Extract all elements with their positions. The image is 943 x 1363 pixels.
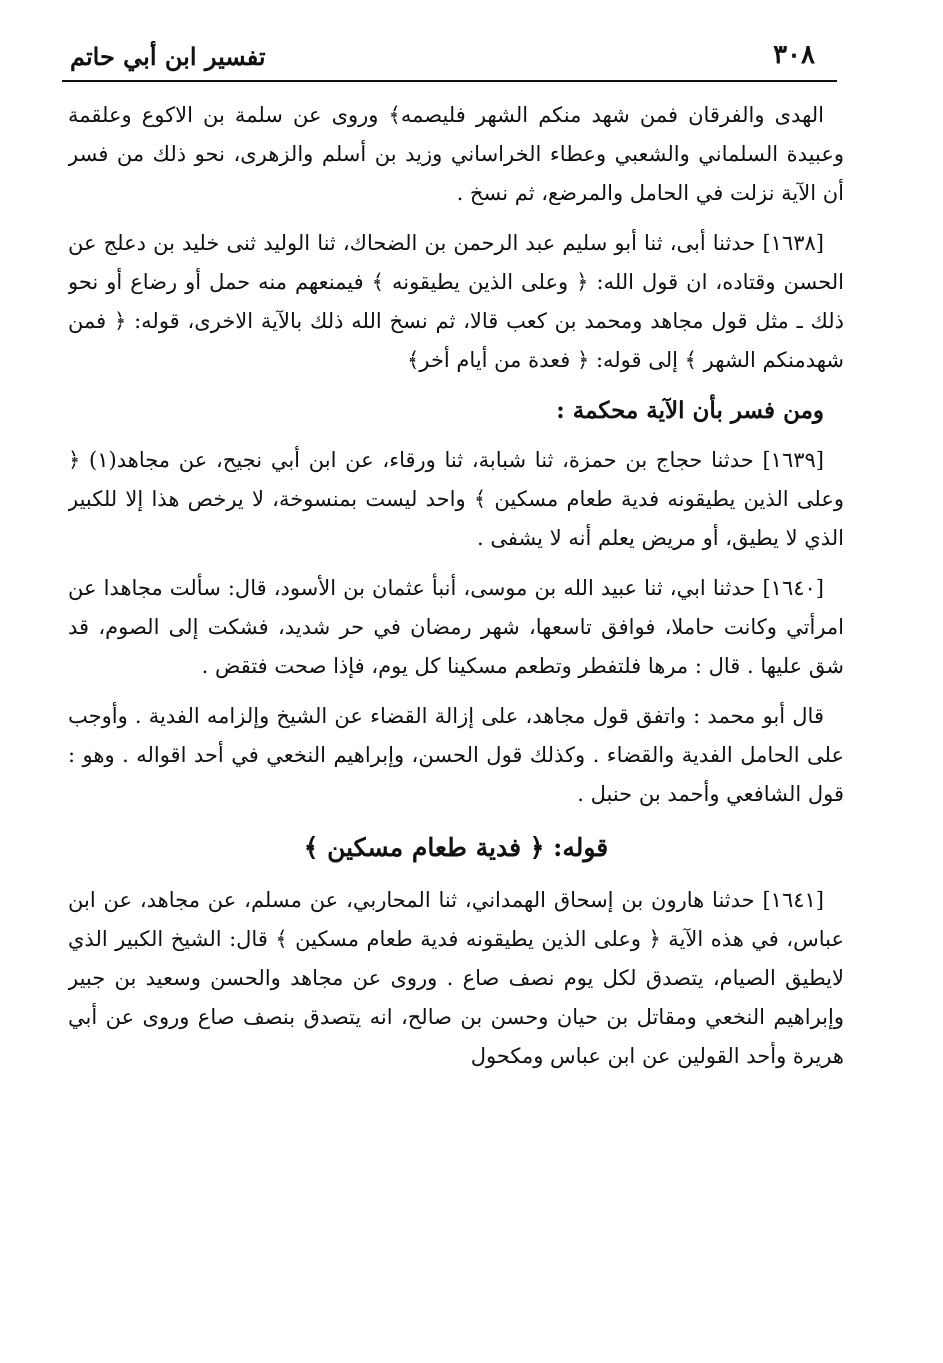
- verse-heading: قوله: ﴿ فدية طعام مسكين ﴾: [303, 833, 609, 862]
- running-title: تفسير ابن أبي حاتم: [70, 42, 266, 71]
- paragraph-hadith-1638: [١٦٣٨] حدثنا أبى، ثنا أبو سليم عبد الرحمن بن الضحاك، ثنا الوليد ثنى خليد بن دعلج عن الحسن وقتاده، ان قول الله: ﴿ وعلى الذين يطيقونه ﴾ فيمنعهم منه حمل أو رضاع أو نحو ذلك ـ مثل قول مجاهد ومحمد بن كعب قالا، ثم نسخ الله ذلك بالآية الاخرى، قوله: ﴿ فمن شهدمنكم الشهر ﴾ إلى قوله: ﴿ فعدة من أيام أخر﴾: [68, 231, 844, 372]
- header-rule: [62, 80, 837, 82]
- page-header: [40, 30, 815, 82]
- page-body: [68, 96, 844, 1341]
- paragraph-commentary: قال أبو محمد : واتفق قول مجاهد، على إزالة القضاء عن الشيخ وإلزامه الفدية . وأوجب على الحامل الفدية والقضاء . وكذلك قول الحسن، وإبراهيم النخعي في أحد اقواله . وهو : قول الشافعي وأحمد بن حنبل .: [68, 704, 844, 806]
- paragraph-hadith-1641: [١٦٤١] حدثنا هارون بن إسحاق الهمداني، ثنا المحاربي، عن مسلم، عن مجاهد، عن ابن عباس، في هذه الآية ﴿ وعلى الذين يطيقونه فدية طعام مسكين ﴾ قال: الشيخ الكبير الذي لايطيق الصيام، يتصدق لكل يوم نصف صاع . وروى عن مجاهد والحسن وسعيد بن جبير وإبراهيم النخعي ومقاتل بن حيان وحسن بن صالح، انه يتصدق بنصف صاع وروى عن أبي هريرة وأحد القولين عن ابن عباس ومكحول: [68, 888, 844, 1068]
- paragraph-hadith-1639: [١٦٣٩] حدثنا حجاج بن حمزة، ثنا شبابة، ثنا ورقاء، عن ابن أبي نجيح، عن مجاهد(١) ﴿ وعلى الذين يطيقونه فدية طعام مسكين ﴾ واحد ليست بمنسوخة، لا يرخص هذا إلا للكبير الذي لا يطيق، أو مريض يعلم أنه لا يشفى .: [68, 448, 844, 550]
- paragraph-hadith-1640: [١٦٤٠] حدثنا ابي، ثنا عبيد الله بن موسى، أنبأ عثمان بن الأسود، قال: سألت مجاهدا عن امرأتي وكانت حاملا، فوافق تاسعها، شهر رمضان في حر شديد، فشكت إلى الصوم، قد شق عليها . قال : مرها فلتفطر وتطعم مسكينا كل يوم، فإذا صحت فتقض .: [68, 576, 844, 678]
- page-number: ٣٠٨: [773, 40, 815, 70]
- section-heading: ومن فسر بأن الآية محكمة :: [556, 397, 824, 424]
- paragraph: الهدى والفرقان فمن شهد منكم الشهر فليصمه﴾ وروى عن سلمة بن الاكوع وعلقمة وعبيدة السلماني والشعبي وعطاء الخراساني وزيد بن أسلم والزهرى، نحو ذلك من فسر أن الآية نزلت في الحامل والمرضع، ثم نسخ .: [68, 103, 844, 205]
